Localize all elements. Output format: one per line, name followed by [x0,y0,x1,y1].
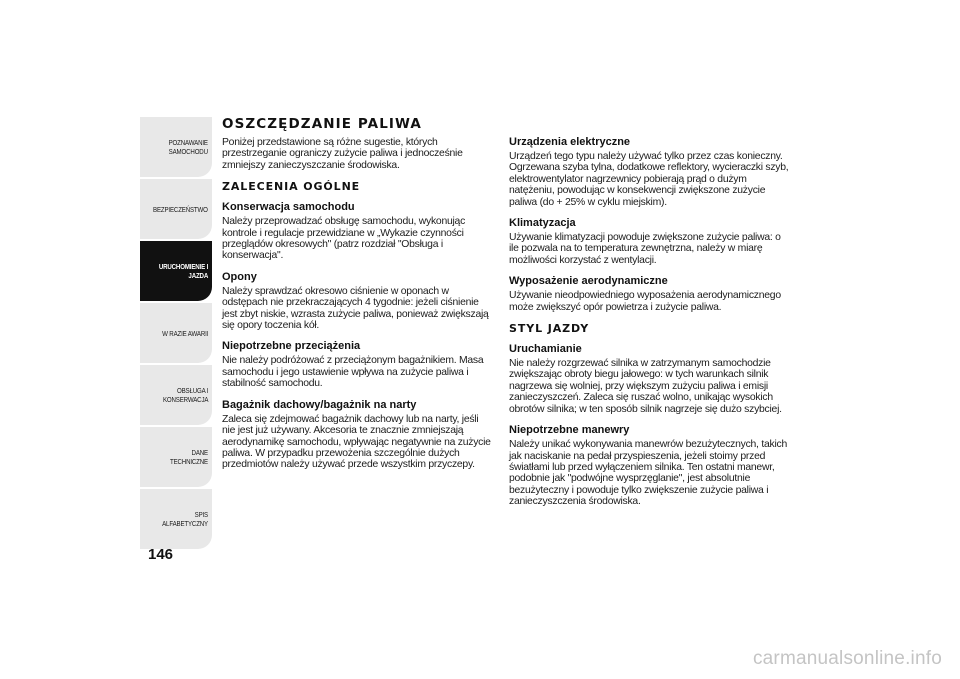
section-title-driving-style: STYL JAZDY [509,322,590,336]
subheading: Bagażnik dachowy/bagażnik na narty [222,398,417,411]
tab-dane-techniczne[interactable] [140,427,212,487]
paragraph: Zaleca się zdejmować bagażnik dachowy lub na narty, jeśli nie jest już używany. Akcesoria te znacznie zmniejszają aerodynamikę samochodu, wpływając negatywnie na zużycie paliwa. W przypadku przewożenia szczególnie dużych przedmiotów należy używać przede wszystkim przyczepy. [222,413,491,471]
subheading: Wyposażenie aerodynamiczne [509,275,668,288]
tab-label: SPIS ALFABETYCZNY [162,510,208,528]
subheading: Konserwacja samochodu [222,201,355,214]
tab-label: W RAZIE AWARII [161,328,208,338]
tab-spis-alfabetyczny[interactable] [140,489,212,549]
section-title-general: ZALECENIA OGÓLNE [222,180,361,194]
paragraph: Nie należy podróżować z przeciążonym bagażnikiem. Masa samochodu i jego ustawienie wpływa na zużycie paliwa i stabilność samochodu. [222,355,484,390]
tab-label: DANE TECHNICZNE [169,448,208,466]
tab-w-razie-awarii[interactable] [140,303,212,363]
left-column [222,116,494,471]
tab-uruchomienie-i-jazda[interactable] [140,241,212,301]
paragraph: Używanie nieodpowiedniego wyposażenia aerodynamicznego może zwiększyć opór powietrza i zużycie paliwa. [509,290,781,313]
tab-poznawanie-samochodu[interactable] [140,117,212,177]
subheading: Niepotrzebne przeciążenia [222,340,361,353]
paragraph: Należy przeprowadzać obsługę samochodu, wykonując kontrole i regulacje przewidziane w „Wykazie czynności przeglądów okresowych" (patrz rozdział "Obsługa i konserwacja". [222,216,466,262]
subheading: Opony [222,270,257,283]
paragraph: Nie należy rozgrzewać silnika w zatrzymanym samochodzie zwiększając obroty biegu jałowego: w tych warunkach silnik nagrzewa się wolniej, przy większym zużyciu paliwa i emisji zanieczyszczeń. Zaleca się ruszać wolno, unikając wysokich obrotów silnika; w ten sposób silnik nagrzeje się dużo szybciej. [509,358,782,415]
paragraph: Należy unikać wykonywania manewrów bezużytecznych, takich jak naciskanie na pedał przyspieszenia, jeżeli stoimy przed światłami lub przed wyłączeniem silnika. Ten ostatni manewr, podobnie jak "podwójne wysprzęglanie", jest absolutnie bezużyteczny i powoduje tylko zwiększenie zużycie paliwa i zanieczyszczenia środowiska. [509,439,787,508]
tab-label: BEZPIECZEŃSTWO [153,204,208,214]
subheading: Uruchamianie [509,343,582,356]
intro-paragraph: Poniżej przedstawione są różne sugestie, których przestrzeganie ograniczy zużycie paliwa i jednocześnie zmniejszy zanieczyszczanie środowiska. [222,137,463,171]
tab-label: OBSŁUGA I KONSERWACJA [162,386,208,404]
subheading: Niepotrzebne manewry [509,424,630,437]
paragraph: Urządzeń tego typu należy używać tylko przez czas konieczny. Ogrzewana szyba tylna, dodatkowe reflektory, wycieraczki szyb, elektrowentylator nagrzewnicy pobierają prąd o dużym natężeniu, powodując w konsekwencji zwiększone zużycie paliwa (do + 25% w cyklu miejskim). [509,151,789,208]
page-number: 146 [148,546,174,563]
tab-bezpieczenstwo[interactable] [140,179,212,239]
tab-obsluga-i-konserwacja[interactable] [140,365,212,425]
subheading: Urządzenia elektryczne [509,136,631,148]
tab-label: URUCHOMIENIE I JAZDA [158,262,208,280]
subheading: Klimatyzacja [509,217,576,230]
paragraph: Należy sprawdzać okresowo ciśnienie w oponach w odstępach nie przekraczających 4 tygodnie: jeżeli ciśnienie jest zbyt niskie, wzrasta zużycie paliwa, ponieważ zwiększają się opory toczenia kół. [222,285,489,332]
tab-label: POZNAWANIE SAMOCHODU [168,138,208,156]
right-column [509,136,789,508]
watermark-text: carmanualsonline.info [752,648,942,669]
paragraph: Używanie klimatyzacji powoduje zwiększone zużycie paliwa: o ile pozwala na to temperatura zewnętrzna, należy w miarę możliwości korzystać z wentylacji. [509,232,781,266]
page-title: OSZCZĘDZANIE PALIWA [222,116,422,132]
